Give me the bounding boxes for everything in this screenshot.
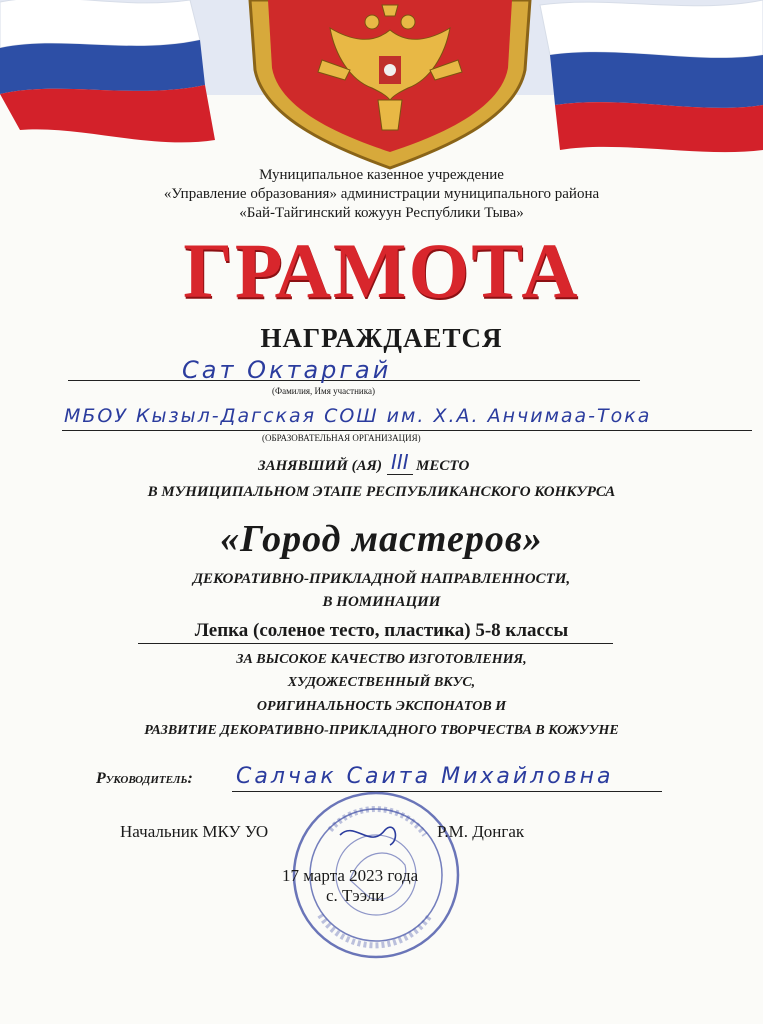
contest-name: «Город мастеров»	[220, 518, 543, 560]
signer-name: Р.М. Донгак	[437, 822, 525, 841]
school-hint: (ОБРАЗОВАТЕЛЬНАЯ ОРГАНИЗАЦИЯ)	[262, 433, 421, 443]
org-line-1: Муниципальное казенное учреждение	[259, 167, 504, 183]
issue-date: 17 марта 2023 года	[282, 866, 419, 885]
nomination-text: Лепка (соленое тесто, пластика) 5-8 классы	[194, 620, 569, 641]
awarded-label: НАГРАЖДАЕТСЯ	[260, 323, 503, 353]
coat-of-arms-shield	[250, 0, 530, 168]
issue-place: с. Тээли	[326, 886, 385, 905]
certificate-title: ГРАМОТА	[183, 227, 580, 314]
org-line-2: «Управление образования» администрации муниципального района	[163, 186, 600, 202]
reason-line-2: ХУДОЖЕСТВЕННЫЙ ВКУС,	[287, 675, 476, 690]
participant-name-hint: (Фамилия, Имя участника)	[272, 386, 375, 396]
supervisor-name: Салчак Саита Михайловна	[236, 764, 614, 789]
direction-line-2: В НОМИНАЦИИ	[322, 594, 441, 610]
nomination-underline	[138, 643, 613, 644]
right-flag-ribbon	[540, 0, 763, 152]
place-prefix: ЗАНЯВШИЙ (АЯ)	[258, 458, 382, 474]
stage-line: В МУНИЦИПАЛЬНОМ ЭТАПЕ РЕСПУБЛИКАНСКОГО КОНКУРСА	[147, 484, 616, 500]
left-flag-ribbon	[0, 0, 215, 142]
school-name: МБОУ Кызыл-Дагская СОШ им. Х.А. Анчимаа-Тока	[64, 405, 652, 427]
header-emblem-art	[0, 0, 763, 170]
reason-line-3: ОРИГИНАЛЬНОСТЬ ЭКСПОНАТОВ И	[256, 699, 507, 714]
participant-name: Сат Октаргай	[182, 356, 392, 384]
reason-line-1: ЗА ВЫСОКОЕ КАЧЕСТВО ИЗГОТОВЛЕНИЯ,	[236, 652, 527, 667]
direction-line-1: ДЕКОРАТИВНО-ПРИКЛАДНОЙ НАПРАВЛЕННОСТИ,	[192, 571, 571, 587]
school-line	[62, 430, 752, 431]
place-suffix: МЕСТО	[416, 458, 470, 474]
supervisor-label: Руководитель:	[96, 770, 193, 787]
reason-line-4: РАЗВИТИЕ ДЕКОРАТИВНО-ПРИКЛАДНОГО ТВОРЧЕСТВА В КОЖУУНЕ	[144, 723, 619, 738]
place-value: III	[387, 450, 413, 475]
org-line-3: «Бай-Тайгинский кожуун Республики Тыва»	[239, 205, 524, 221]
signer-position: Начальник МКУ УО	[120, 822, 269, 841]
